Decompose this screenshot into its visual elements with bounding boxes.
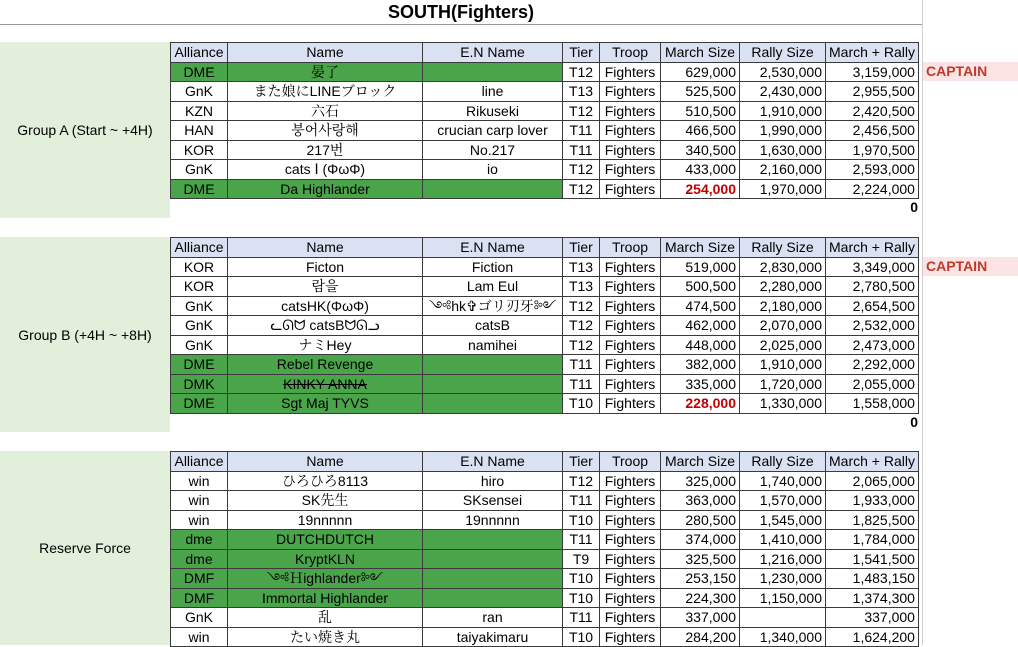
column-header[interactable]: Alliance <box>171 238 228 258</box>
column-header[interactable]: Name <box>228 43 423 63</box>
cell-name[interactable]: ひろひろ8113 <box>228 471 423 491</box>
table-row <box>171 101 919 121</box>
column-header[interactable]: E.N Name <box>423 452 563 472</box>
table-row <box>171 608 919 628</box>
group-table <box>170 42 919 199</box>
cell-march[interactable]: 253,150 <box>661 569 740 589</box>
cell-total[interactable]: 2,532,000 <box>826 316 919 336</box>
cell-alliance[interactable]: dme <box>171 530 228 550</box>
empty-column <box>922 0 1018 645</box>
cell-march[interactable]: 466,500 <box>661 121 740 141</box>
table-row <box>171 394 919 414</box>
cell-march[interactable]: 462,000 <box>661 316 740 336</box>
cell-en[interactable] <box>423 569 563 589</box>
group-total: 0 <box>910 199 918 215</box>
cell-rally[interactable]: 2,025,000 <box>740 335 826 355</box>
table-row <box>171 160 919 180</box>
column-header[interactable]: March Size <box>661 452 740 472</box>
cell-tier[interactable]: T10 <box>563 569 600 589</box>
cell-name[interactable]: 붕어사랑해 <box>228 121 423 141</box>
table-row <box>171 121 919 141</box>
cell-tier[interactable]: T12 <box>563 335 600 355</box>
cell-alliance[interactable]: KZN <box>171 101 228 121</box>
cell-alliance[interactable]: GnK <box>171 316 228 336</box>
group-label: Reserve Force <box>0 451 170 645</box>
cell-total[interactable]: 1,933,000 <box>826 491 919 511</box>
cell-en[interactable]: ༺hk✞ゴリ刃牙༻ <box>423 296 563 316</box>
cell-en[interactable] <box>423 394 563 414</box>
table-row <box>171 374 919 394</box>
cell-name[interactable]: 19nnnnn <box>228 510 423 530</box>
cell-en[interactable]: line <box>423 82 563 102</box>
column-header[interactable]: Troop <box>600 452 661 472</box>
cell-alliance[interactable]: GnK <box>171 296 228 316</box>
cell-tier[interactable]: T11 <box>563 140 600 160</box>
cell-troop[interactable]: Fighters <box>600 471 661 491</box>
cell-total[interactable]: 2,292,000 <box>826 355 919 375</box>
cell-rally[interactable]: 1,410,000 <box>740 530 826 550</box>
cell-name[interactable]: ナミHey <box>228 335 423 355</box>
cell-rally[interactable]: 1,740,000 <box>740 471 826 491</box>
column-header[interactable]: March Size <box>661 43 740 63</box>
cell-march[interactable]: 448,000 <box>661 335 740 355</box>
cell-total[interactable]: 2,593,000 <box>826 160 919 180</box>
cell-march[interactable]: 325,000 <box>661 471 740 491</box>
cell-alliance[interactable]: KOR <box>171 257 228 277</box>
cell-name[interactable]: また娘にLINEブロック <box>228 82 423 102</box>
column-header[interactable]: March + Rally <box>826 238 919 258</box>
cell-en[interactable]: crucian carp lover <box>423 121 563 141</box>
cell-alliance[interactable]: GnK <box>171 608 228 628</box>
column-header[interactable]: E.N Name <box>423 43 563 63</box>
cell-name[interactable]: Rebel Revenge <box>228 355 423 375</box>
table-row <box>171 179 919 199</box>
group-total: 0 <box>910 413 918 430</box>
cell-total[interactable]: 1,970,500 <box>826 140 919 160</box>
cell-name[interactable]: Immortal Highlander <box>228 588 423 608</box>
cell-name[interactable]: KryptKLN <box>228 549 423 569</box>
captain-badge: CAPTAIN <box>923 257 1018 276</box>
cell-en[interactable]: No.217 <box>423 140 563 160</box>
table-row <box>171 316 919 336</box>
cell-rally[interactable]: 1,340,000 <box>740 627 826 647</box>
cell-troop[interactable]: Fighters <box>600 62 661 82</box>
cell-en[interactable]: Fiction <box>423 257 563 277</box>
header-row <box>171 238 919 258</box>
column-header[interactable]: March + Rally <box>826 43 919 63</box>
cell-name[interactable]: 람을 <box>228 277 423 297</box>
cell-tier[interactable]: T12 <box>563 316 600 336</box>
cell-troop[interactable]: Fighters <box>600 588 661 608</box>
cell-name[interactable]: SK先生 <box>228 491 423 511</box>
cell-tier[interactable]: T12 <box>563 471 600 491</box>
cell-march[interactable]: 519,000 <box>661 257 740 277</box>
cell-march[interactable]: 525,500 <box>661 82 740 102</box>
cell-en[interactable]: ran <box>423 608 563 628</box>
cell-march[interactable]: 474,500 <box>661 296 740 316</box>
column-header[interactable]: March + Rally <box>826 452 919 472</box>
cell-tier[interactable]: T11 <box>563 374 600 394</box>
captain-badge: CAPTAIN <box>923 62 1018 81</box>
column-header[interactable]: Name <box>228 452 423 472</box>
cell-troop[interactable]: Fighters <box>600 394 661 414</box>
table-row <box>171 491 919 511</box>
cell-name[interactable]: cats Ⅰ (ΦωΦ) <box>228 160 423 180</box>
group-label: Group B (+4H ~ +8H) <box>0 237 170 432</box>
table-row <box>171 471 919 491</box>
cell-march[interactable]: 228,000 <box>661 394 740 414</box>
cell-alliance[interactable]: win <box>171 471 228 491</box>
cell-name[interactable]: Da Highlander <box>228 179 423 199</box>
cell-name[interactable]: ᓚᘏᗢ catsBᗢᘏᓗ <box>228 316 423 336</box>
cell-en[interactable]: Rikuseki <box>423 101 563 121</box>
column-header[interactable]: Troop <box>600 43 661 63</box>
cell-rally[interactable]: 1,630,000 <box>740 140 826 160</box>
cell-total[interactable]: 2,654,500 <box>826 296 919 316</box>
cell-troop[interactable]: Fighters <box>600 277 661 297</box>
cell-name[interactable]: ༺Ｈighlander༻ <box>228 569 423 589</box>
cell-rally[interactable] <box>740 608 826 628</box>
cell-name[interactable]: KINKY ANNA <box>228 374 423 394</box>
cell-alliance[interactable]: HAN <box>171 121 228 141</box>
cell-total[interactable]: 3,349,000 <box>826 257 919 277</box>
cell-total[interactable]: 2,955,500 <box>826 82 919 102</box>
table-row <box>171 296 919 316</box>
cell-rally[interactable]: 1,150,000 <box>740 588 826 608</box>
table-row <box>171 335 919 355</box>
cell-troop[interactable]: Fighters <box>600 82 661 102</box>
cell-en[interactable]: namihei <box>423 335 563 355</box>
cell-name[interactable]: DUTCHDUTCH <box>228 530 423 550</box>
cell-rally[interactable]: 1,990,000 <box>740 121 826 141</box>
cell-troop[interactable]: Fighters <box>600 355 661 375</box>
cell-tier[interactable]: T11 <box>563 608 600 628</box>
cell-total[interactable]: 1,784,000 <box>826 530 919 550</box>
cell-tier[interactable]: T12 <box>563 179 600 199</box>
cell-tier[interactable]: T10 <box>563 510 600 530</box>
cell-rally[interactable]: 1,216,000 <box>740 549 826 569</box>
cell-march[interactable]: 500,500 <box>661 277 740 297</box>
cell-total[interactable]: 1,624,200 <box>826 627 919 647</box>
cell-troop[interactable]: Fighters <box>600 549 661 569</box>
group-table <box>170 237 919 414</box>
cell-tier[interactable]: T12 <box>563 160 600 180</box>
cell-alliance[interactable]: DME <box>171 394 228 414</box>
cell-troop[interactable]: Fighters <box>600 140 661 160</box>
cell-alliance[interactable]: win <box>171 491 228 511</box>
cell-march[interactable]: 340,500 <box>661 140 740 160</box>
cell-name[interactable]: たい焼き丸 <box>228 627 423 647</box>
table-row <box>171 62 919 82</box>
cell-en[interactable]: hiro <box>423 471 563 491</box>
column-header[interactable]: Alliance <box>171 452 228 472</box>
table-row <box>171 140 919 160</box>
cell-march[interactable]: 433,000 <box>661 160 740 180</box>
cell-alliance[interactable]: DMF <box>171 569 228 589</box>
cell-march[interactable]: 254,000 <box>661 179 740 199</box>
cell-tier[interactable]: T13 <box>563 277 600 297</box>
cell-total[interactable]: 2,780,500 <box>826 277 919 297</box>
cell-alliance[interactable]: DME <box>171 179 228 199</box>
cell-en[interactable] <box>423 374 563 394</box>
cell-troop[interactable]: Fighters <box>600 627 661 647</box>
cell-rally[interactable]: 2,280,000 <box>740 277 826 297</box>
cell-name[interactable]: 六石 <box>228 101 423 121</box>
cell-en[interactable]: Lam Eul <box>423 277 563 297</box>
cell-march[interactable]: 337,000 <box>661 608 740 628</box>
cell-troop[interactable]: Fighters <box>600 101 661 121</box>
group-label: Group A (Start ~ +4H) <box>0 42 170 218</box>
cell-total[interactable]: 1,541,500 <box>826 549 919 569</box>
cell-en[interactable]: 19nnnnn <box>423 510 563 530</box>
table-row <box>171 355 919 375</box>
cell-rally[interactable]: 2,830,000 <box>740 257 826 277</box>
cell-en[interactable]: SKsensei <box>423 491 563 511</box>
sheet-title: SOUTH(Fighters) <box>0 0 922 25</box>
cell-tier[interactable]: T9 <box>563 549 600 569</box>
cell-march[interactable]: 510,500 <box>661 101 740 121</box>
table-row <box>171 510 919 530</box>
cell-rally[interactable]: 2,160,000 <box>740 160 826 180</box>
cell-name[interactable]: 乱 <box>228 608 423 628</box>
column-header[interactable]: Tier <box>563 452 600 472</box>
cell-total[interactable]: 1,374,300 <box>826 588 919 608</box>
cell-en[interactable] <box>423 355 563 375</box>
cell-rally[interactable]: 2,430,000 <box>740 82 826 102</box>
cell-troop[interactable]: Fighters <box>600 530 661 550</box>
cell-en[interactable] <box>423 549 563 569</box>
cell-tier[interactable]: T10 <box>563 627 600 647</box>
cell-tier[interactable]: T11 <box>563 530 600 550</box>
cell-alliance[interactable]: KOR <box>171 277 228 297</box>
cell-alliance[interactable]: DME <box>171 62 228 82</box>
header-row <box>171 452 919 472</box>
cell-total[interactable]: 2,420,500 <box>826 101 919 121</box>
column-header[interactable]: March Size <box>661 238 740 258</box>
cell-troop[interactable]: Fighters <box>600 179 661 199</box>
cell-total[interactable]: 2,065,000 <box>826 471 919 491</box>
cell-march[interactable]: 224,300 <box>661 588 740 608</box>
cell-march[interactable]: 382,000 <box>661 355 740 375</box>
cell-name[interactable]: 217번 <box>228 140 423 160</box>
cell-name[interactable]: 晏了 <box>228 62 423 82</box>
cell-march[interactable]: 284,200 <box>661 627 740 647</box>
cell-alliance[interactable]: GnK <box>171 160 228 180</box>
cell-march[interactable]: 280,500 <box>661 510 740 530</box>
cell-total[interactable]: 3,159,000 <box>826 62 919 82</box>
cell-troop[interactable]: Fighters <box>600 257 661 277</box>
cell-total[interactable]: 2,224,000 <box>826 179 919 199</box>
cell-name[interactable]: Ficton <box>228 257 423 277</box>
cell-total[interactable]: 2,055,000 <box>826 374 919 394</box>
cell-name[interactable]: catsHK(ΦωΦ) <box>228 296 423 316</box>
cell-total[interactable]: 337,000 <box>826 608 919 628</box>
cell-name[interactable]: Sgt Maj TYVS <box>228 394 423 414</box>
cell-en[interactable] <box>423 179 563 199</box>
cell-total[interactable]: 1,825,500 <box>826 510 919 530</box>
cell-rally[interactable]: 2,530,000 <box>740 62 826 82</box>
cell-alliance[interactable]: KOR <box>171 140 228 160</box>
cell-troop[interactable]: Fighters <box>600 296 661 316</box>
cell-tier[interactable]: T12 <box>563 62 600 82</box>
cell-troop[interactable]: Fighters <box>600 160 661 180</box>
cell-troop[interactable]: Fighters <box>600 121 661 141</box>
cell-rally[interactable]: 1,545,000 <box>740 510 826 530</box>
cell-alliance[interactable]: DMF <box>171 588 228 608</box>
cell-tier[interactable]: T11 <box>563 121 600 141</box>
cell-tier[interactable]: T10 <box>563 588 600 608</box>
table-row <box>171 277 919 297</box>
table-row <box>171 257 919 277</box>
cell-total[interactable]: 2,473,000 <box>826 335 919 355</box>
cell-rally[interactable]: 1,230,000 <box>740 569 826 589</box>
cell-tier[interactable]: T10 <box>563 394 600 414</box>
table-row <box>171 569 919 589</box>
cell-troop[interactable]: Fighters <box>600 608 661 628</box>
cell-alliance[interactable]: GnK <box>171 335 228 355</box>
table-row <box>171 82 919 102</box>
column-header[interactable]: Name <box>228 238 423 258</box>
cell-tier[interactable]: T11 <box>563 491 600 511</box>
header-row <box>171 43 919 63</box>
cell-march[interactable]: 335,000 <box>661 374 740 394</box>
cell-rally[interactable]: 1,330,000 <box>740 394 826 414</box>
cell-troop[interactable]: Fighters <box>600 491 661 511</box>
table-row <box>171 588 919 608</box>
cell-troop[interactable]: Fighters <box>600 569 661 589</box>
column-header[interactable]: Tier <box>563 238 600 258</box>
column-header[interactable]: Rally Size <box>740 238 826 258</box>
cell-en[interactable]: io <box>423 160 563 180</box>
cell-alliance[interactable]: win <box>171 510 228 530</box>
cell-total[interactable]: 1,558,000 <box>826 394 919 414</box>
cell-en[interactable] <box>423 62 563 82</box>
group-table <box>170 451 919 647</box>
cell-en[interactable]: catsB <box>423 316 563 336</box>
cell-rally[interactable]: 1,570,000 <box>740 491 826 511</box>
cell-march[interactable]: 629,000 <box>661 62 740 82</box>
column-header[interactable]: Rally Size <box>740 452 826 472</box>
cell-troop[interactable]: Fighters <box>600 374 661 394</box>
cell-rally[interactable]: 1,910,000 <box>740 101 826 121</box>
cell-tier[interactable]: T13 <box>563 257 600 277</box>
table-row <box>171 530 919 550</box>
cell-rally[interactable]: 1,970,000 <box>740 179 826 199</box>
cell-rally[interactable]: 1,720,000 <box>740 374 826 394</box>
cell-troop[interactable]: Fighters <box>600 335 661 355</box>
cell-tier[interactable]: T12 <box>563 101 600 121</box>
cell-tier[interactable]: T11 <box>563 355 600 375</box>
cell-tier[interactable]: T12 <box>563 296 600 316</box>
column-header[interactable]: Tier <box>563 43 600 63</box>
cell-troop[interactable]: Fighters <box>600 316 661 336</box>
cell-march[interactable]: 363,000 <box>661 491 740 511</box>
cell-alliance[interactable]: dme <box>171 549 228 569</box>
column-header[interactable]: Rally Size <box>740 43 826 63</box>
cell-rally[interactable]: 2,070,000 <box>740 316 826 336</box>
cell-alliance[interactable]: GnK <box>171 82 228 102</box>
cell-alliance[interactable]: DME <box>171 355 228 375</box>
cell-total[interactable]: 2,456,500 <box>826 121 919 141</box>
table-row <box>171 627 919 647</box>
cell-tier[interactable]: T13 <box>563 82 600 102</box>
cell-rally[interactable]: 2,180,000 <box>740 296 826 316</box>
cell-march[interactable]: 374,000 <box>661 530 740 550</box>
column-header[interactable]: E.N Name <box>423 238 563 258</box>
cell-en[interactable] <box>423 588 563 608</box>
column-header[interactable]: Alliance <box>171 43 228 63</box>
column-header[interactable]: Troop <box>600 238 661 258</box>
cell-alliance[interactable]: win <box>171 627 228 647</box>
cell-alliance[interactable]: DMK <box>171 374 228 394</box>
cell-march[interactable]: 325,500 <box>661 549 740 569</box>
cell-total[interactable]: 1,483,150 <box>826 569 919 589</box>
cell-rally[interactable]: 1,910,000 <box>740 355 826 375</box>
cell-en[interactable] <box>423 530 563 550</box>
cell-en[interactable]: taiyakimaru <box>423 627 563 647</box>
cell-troop[interactable]: Fighters <box>600 510 661 530</box>
table-row <box>171 549 919 569</box>
